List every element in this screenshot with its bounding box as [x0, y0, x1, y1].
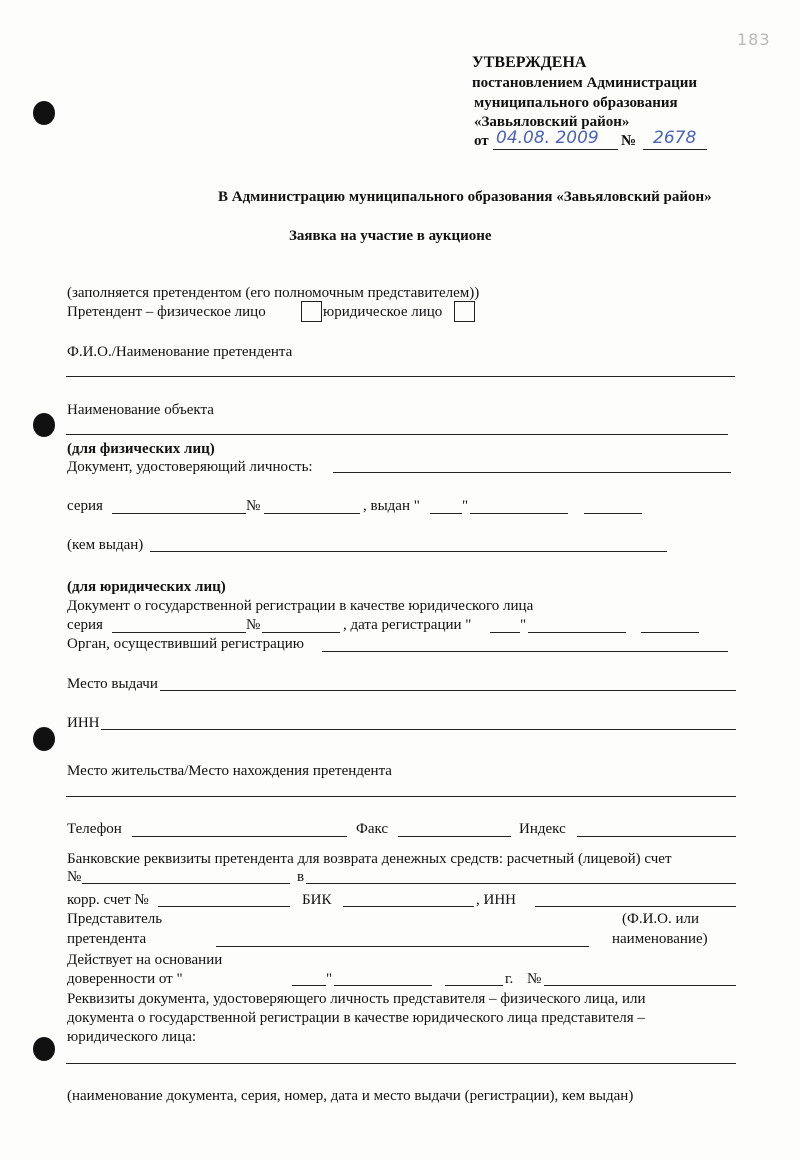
- inn-field[interactable]: [101, 729, 736, 730]
- index-label: Индекс: [519, 821, 566, 837]
- issue-year-field[interactable]: [584, 513, 642, 514]
- rep-docs-line2: документа о государственной регистрации в качестве юридического лица представителя –: [67, 1010, 645, 1026]
- approval-line1: постановлением Администрации: [472, 75, 698, 91]
- rep-docs-line1: Реквизиты документа, удостоверяющего личность представителя – физического лица, или: [67, 991, 646, 1007]
- corr-field[interactable]: [158, 906, 290, 907]
- reg-number-field[interactable]: [262, 632, 340, 633]
- proxy-year-field[interactable]: [445, 985, 503, 986]
- year-label: г.: [505, 971, 514, 987]
- inn2-label: , ИНН: [476, 892, 516, 908]
- binder-hole: [33, 1037, 55, 1061]
- approval-line3: «Завьяловский район»: [474, 114, 630, 130]
- acts-label-1: Действует на основании: [67, 952, 223, 968]
- identity-doc-field[interactable]: [333, 472, 731, 473]
- reg-year-field[interactable]: [641, 632, 699, 633]
- issue-quote: ": [462, 498, 469, 514]
- reg-month-field[interactable]: [528, 632, 626, 633]
- proxy-day-field[interactable]: [292, 985, 326, 986]
- fio-field[interactable]: [66, 376, 735, 377]
- legal-entity-checkbox[interactable]: [454, 301, 475, 322]
- proxy-number-sign: №: [527, 971, 542, 987]
- fio-label: Ф.И.О./Наименование претендента: [67, 344, 293, 360]
- rep-note-2: наименование): [612, 931, 708, 947]
- inn-label: ИНН: [67, 715, 100, 731]
- proxy-number-field[interactable]: [544, 985, 736, 986]
- reg-day-field[interactable]: [490, 632, 520, 633]
- rep-field[interactable]: [216, 946, 589, 947]
- reg-quote: ": [520, 617, 527, 633]
- proxy-month-field[interactable]: [334, 985, 432, 986]
- reg-series-field[interactable]: [112, 632, 246, 633]
- issue-day-field[interactable]: [430, 513, 462, 514]
- approval-number: 2678: [653, 128, 697, 148]
- individual-checkbox[interactable]: [301, 301, 322, 322]
- rep-docs-field[interactable]: [66, 1063, 736, 1064]
- residence-field[interactable]: [66, 796, 736, 797]
- date-underline: [493, 149, 618, 150]
- rep-label-2: претендента: [67, 931, 147, 947]
- reg-doc-label: Документ о государственной регистрации в качестве юридического лица: [67, 598, 534, 614]
- fax-label: Факс: [356, 821, 389, 837]
- rep-label-1: Представитель: [67, 911, 163, 927]
- binder-hole: [33, 727, 55, 751]
- reg-date-label: , дата регистрации ": [343, 617, 472, 633]
- rep-note-1: (Ф.И.О. или: [622, 911, 700, 927]
- series-field[interactable]: [112, 513, 246, 514]
- identity-doc-label: Документ, удостоверяющий личность:: [67, 459, 313, 475]
- individuals-header: (для физических лиц): [67, 441, 215, 457]
- rep-docs-line3: юридического лица:: [67, 1029, 197, 1045]
- in-bank-label: в: [297, 869, 305, 885]
- corr-label: корр. счет №: [67, 892, 149, 908]
- bik-field[interactable]: [343, 906, 474, 907]
- approval-date: 04.08. 2009: [496, 128, 599, 148]
- reg-body-field[interactable]: [322, 651, 728, 652]
- place-issue-label: Место выдачи: [67, 676, 158, 692]
- issued-label: , выдан ": [363, 498, 420, 514]
- series-label-2: серия: [67, 617, 103, 633]
- approval-line2: муниципального образования: [474, 95, 678, 111]
- binder-hole: [33, 413, 55, 437]
- bik-label: БИК: [302, 892, 332, 908]
- inn2-field[interactable]: [535, 906, 736, 907]
- approval-title: УТВЕРЖДЕНА: [472, 54, 587, 71]
- issue-month-field[interactable]: [470, 513, 568, 514]
- number-sign-2: №: [246, 617, 261, 633]
- bank-label: Банковские реквизиты претендента для возврата денежных средств: расчетный (лицевой) счет: [67, 851, 672, 867]
- addressee: В Администрацию муниципального образования «Завьяловский район»: [218, 189, 712, 205]
- doc-note: (наименование документа, серия, номер, дата и место выдачи (регистрации), кем выдан): [67, 1088, 634, 1104]
- proxy-quote: ": [326, 971, 333, 987]
- number-sign: №: [246, 498, 261, 514]
- phone-field[interactable]: [132, 836, 347, 837]
- fill-note: (заполняется претендентом (его полномочным представителем)): [67, 285, 480, 301]
- approval-number-prefix: №: [621, 133, 637, 149]
- binder-hole: [33, 101, 55, 125]
- doc-number-field[interactable]: [264, 513, 360, 514]
- account-field[interactable]: [82, 883, 290, 884]
- object-name-label: Наименование объекта: [67, 402, 214, 418]
- acts-label-2: доверенности от ": [67, 971, 183, 987]
- index-field[interactable]: [577, 836, 736, 837]
- approval-date-prefix: от: [474, 133, 489, 149]
- account-number-sign: №: [67, 869, 82, 885]
- page-number: 183: [737, 30, 771, 49]
- object-name-field[interactable]: [66, 434, 728, 435]
- issued-by-field[interactable]: [150, 551, 667, 552]
- reg-body-label: Орган, осуществивший регистрацию: [67, 636, 304, 652]
- bank-name-field[interactable]: [306, 883, 736, 884]
- legal-header: (для юридических лиц): [67, 579, 226, 595]
- form-title: Заявка на участие в аукционе: [289, 228, 492, 244]
- fax-field[interactable]: [398, 836, 511, 837]
- phone-label: Телефон: [67, 821, 122, 837]
- issued-by-label: (кем выдан): [67, 537, 144, 553]
- applicant-legal-label: юридическое лицо: [323, 304, 443, 320]
- residence-label: Место жительства/Место нахождения претендента: [67, 763, 392, 779]
- series-label: серия: [67, 498, 103, 514]
- number-underline: [643, 149, 707, 150]
- applicant-individual-label: Претендент – физическое лицо: [67, 304, 266, 320]
- place-issue-field[interactable]: [160, 690, 736, 691]
